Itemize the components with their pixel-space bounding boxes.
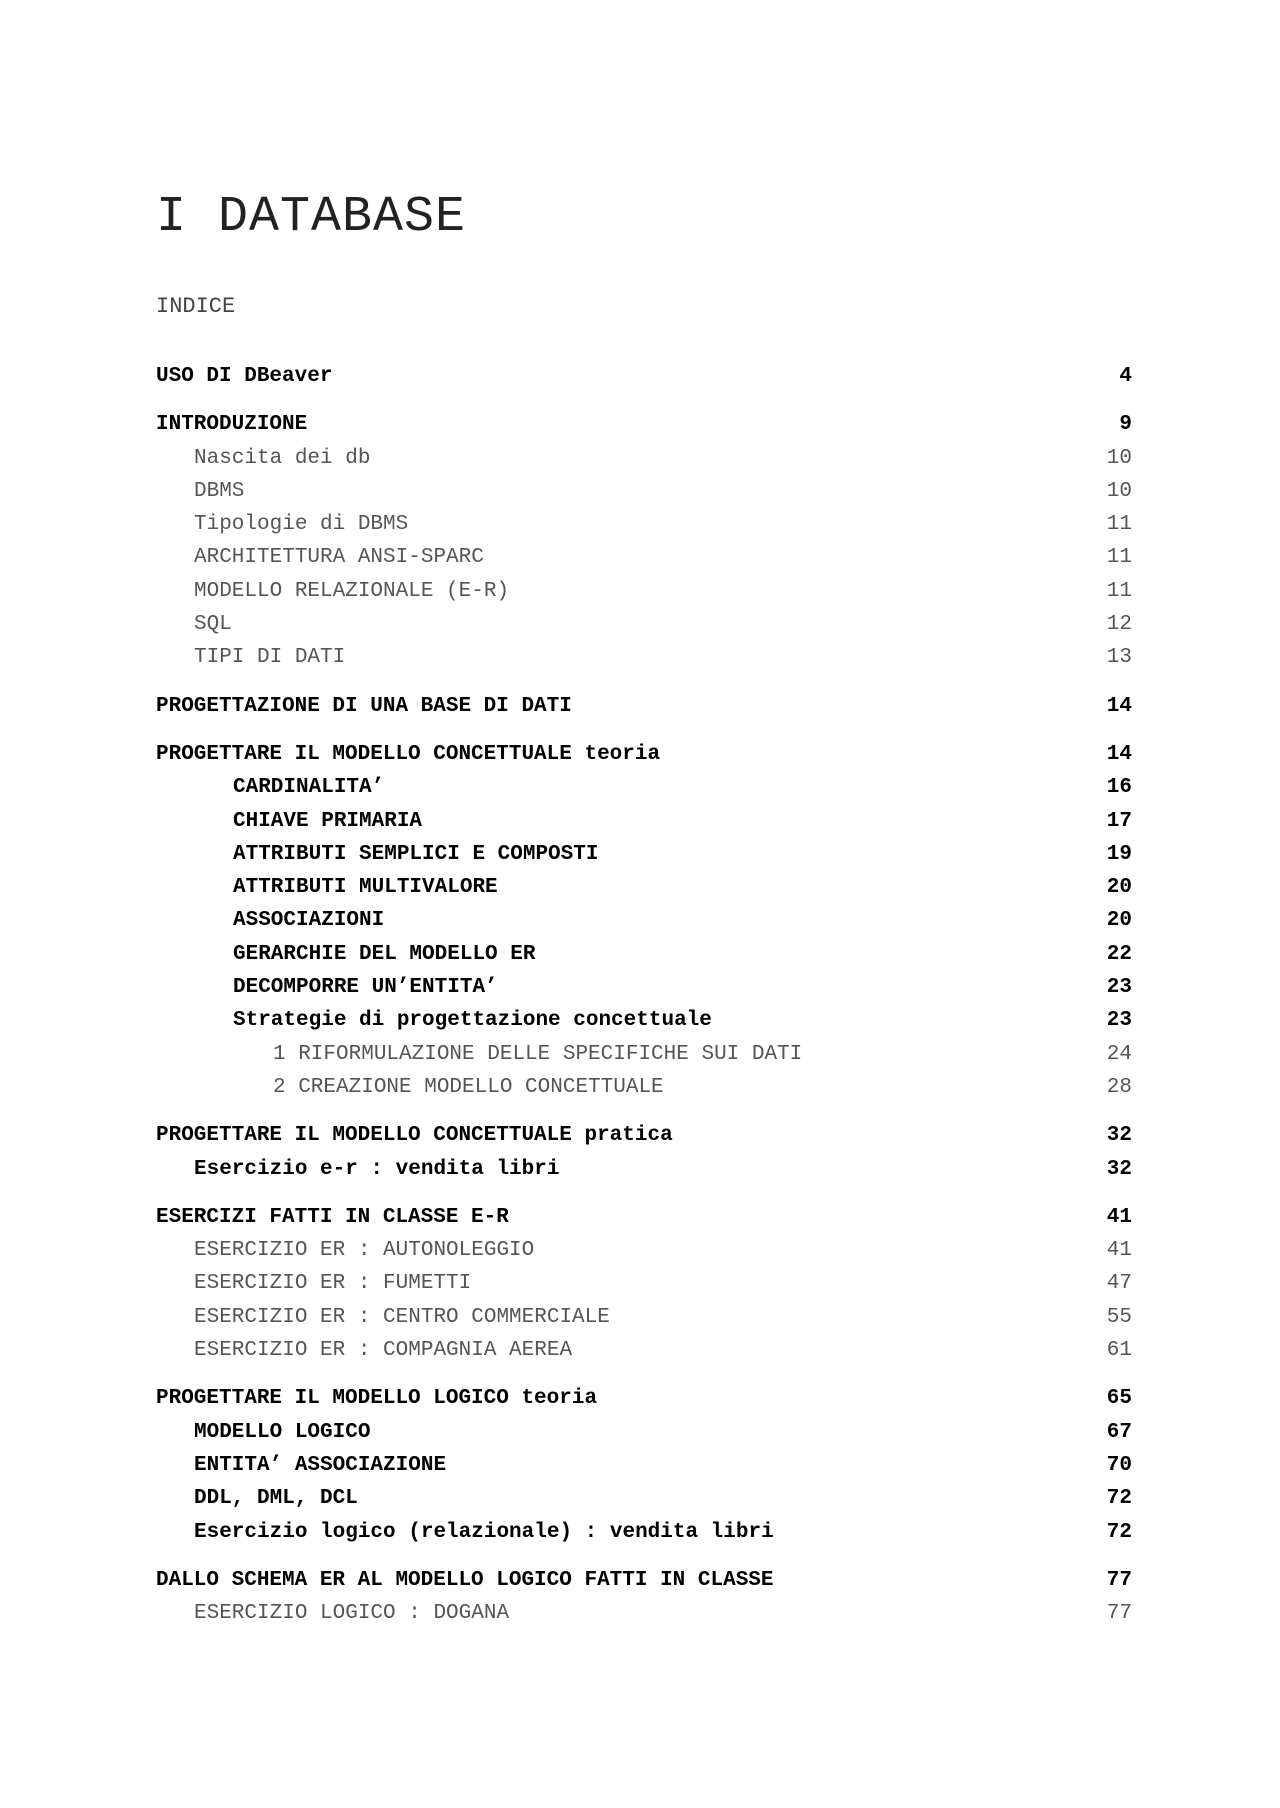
toc-entry-label: Esercizio logico (relazionale) : vendita libri xyxy=(194,1520,774,1544)
toc-entry[interactable] xyxy=(156,690,1132,723)
toc-entry-label: PROGETTAZIONE DI UNA BASE DI DATI xyxy=(156,694,572,718)
toc-entry-page-number: 47 xyxy=(1106,1272,1132,1296)
toc-entry-label: DALLO SCHEMA ER AL MODELLO LOGICO FATTI IN CLASSE xyxy=(156,1568,774,1592)
toc-entry-page-number: 28 xyxy=(1106,1075,1132,1099)
toc-entry[interactable] xyxy=(156,904,1132,937)
toc-entry[interactable] xyxy=(156,1416,1132,1449)
toc-entry[interactable] xyxy=(156,938,1132,971)
toc-entry[interactable] xyxy=(156,1004,1132,1037)
toc-entry-page-number: 41 xyxy=(1106,1239,1132,1263)
toc-entry[interactable] xyxy=(156,1071,1132,1104)
toc-entry-page-number: 55 xyxy=(1106,1305,1132,1329)
toc-entry[interactable] xyxy=(156,871,1132,904)
toc-entry-label: DDL, DML, DCL xyxy=(194,1487,358,1511)
toc-entry[interactable] xyxy=(156,508,1132,541)
toc-entry-label: USO DI DBeaver xyxy=(156,365,333,388)
toc-entry-label: GERARCHIE DEL MODELLO ER xyxy=(233,942,536,966)
toc-entry-page-number: 16 xyxy=(1106,776,1132,800)
toc-entry-page-number: 67 xyxy=(1106,1420,1132,1444)
toc-entry-page-number: 11 xyxy=(1106,579,1132,603)
page-title: I DATABASE xyxy=(156,188,467,246)
toc-entry-page-number: 10 xyxy=(1106,446,1132,470)
index-heading: INDICE xyxy=(156,294,236,319)
toc-entry-page-number: 32 xyxy=(1106,1157,1132,1181)
toc-entry-label: 1 RIFORMULAZIONE DELLE SPECIFICHE SUI DATI xyxy=(273,1042,803,1066)
toc-entry-page-number: 11 xyxy=(1106,546,1132,570)
toc-entry-page-number: 22 xyxy=(1106,942,1132,966)
toc-entry[interactable] xyxy=(156,838,1132,871)
toc-entry-page-number: 72 xyxy=(1106,1520,1132,1544)
toc-entry[interactable] xyxy=(156,608,1132,641)
toc-entry-label: DECOMPORRE UN’ENTITA’ xyxy=(233,976,498,1000)
toc-entry-label: ATTRIBUTI MULTIVALORE xyxy=(233,876,498,900)
toc-entry-label: CARDINALITA’ xyxy=(233,776,385,800)
toc-entry[interactable] xyxy=(156,1301,1132,1334)
table-of-contents xyxy=(156,360,1132,1630)
toc-entry-page-number: 11 xyxy=(1106,513,1132,537)
toc-entry-label: MODELLO LOGICO xyxy=(194,1420,371,1444)
toc-entry-label: Esercizio e-r : vendita libri xyxy=(194,1157,560,1181)
toc-entry[interactable] xyxy=(156,1564,1132,1597)
toc-entry-label: Strategie di progettazione concettuale xyxy=(233,1009,712,1033)
toc-entry[interactable] xyxy=(156,360,1132,393)
toc-entry-label: ESERCIZIO ER : AUTONOLEGGIO xyxy=(194,1239,535,1263)
toc-entry[interactable] xyxy=(156,1516,1132,1549)
toc-entry-page-number: 10 xyxy=(1106,479,1132,503)
toc-entry[interactable] xyxy=(156,971,1132,1004)
toc-entry-page-number: 41 xyxy=(1106,1205,1132,1229)
toc-entry-page-number: 24 xyxy=(1106,1042,1132,1066)
toc-entry-page-number: 13 xyxy=(1106,646,1132,670)
toc-entry[interactable] xyxy=(156,1038,1132,1071)
toc-entry-label: Tipologie di DBMS xyxy=(194,513,409,537)
toc-entry-label: ARCHITETTURA ANSI-SPARC xyxy=(194,546,484,570)
toc-entry-label: ENTITA’ ASSOCIAZIONE xyxy=(194,1453,447,1477)
toc-entry-label: PROGETTARE IL MODELLO CONCETTUALE pratica xyxy=(156,1124,673,1148)
toc-entry-label: ATTRIBUTI SEMPLICI E COMPOSTI xyxy=(233,842,599,866)
toc-entry-label: ESERCIZIO ER : CENTRO COMMERCIALE xyxy=(194,1305,610,1329)
toc-entry-page-number: 72 xyxy=(1106,1487,1132,1511)
toc-entry-page-number: 4 xyxy=(1119,365,1132,388)
toc-entry-page-number: 65 xyxy=(1106,1387,1132,1411)
toc-entry[interactable] xyxy=(156,442,1132,475)
toc-entry[interactable] xyxy=(156,475,1132,508)
toc-entry[interactable] xyxy=(156,1119,1132,1152)
toc-entry-label: CHIAVE PRIMARIA xyxy=(233,809,423,833)
toc-entry[interactable] xyxy=(156,541,1132,574)
toc-entry-page-number: 77 xyxy=(1106,1568,1132,1592)
toc-entry-label: INTRODUZIONE xyxy=(156,413,308,437)
toc-entry-label: ESERCIZIO ER : FUMETTI xyxy=(194,1272,472,1296)
toc-entry-label: ESERCIZIO LOGICO : DOGANA xyxy=(194,1602,510,1626)
toc-entry[interactable] xyxy=(156,1153,1132,1186)
toc-entry-label: 2 CREAZIONE MODELLO CONCETTUALE xyxy=(273,1075,664,1099)
toc-entry-label: ESERCIZIO ER : COMPAGNIA AEREA xyxy=(194,1339,573,1363)
toc-entry-page-number: 70 xyxy=(1106,1453,1132,1477)
toc-entry-page-number: 12 xyxy=(1106,613,1132,637)
toc-entry-label: PROGETTARE IL MODELLO CONCETTUALE teoria xyxy=(156,742,661,766)
toc-entry[interactable] xyxy=(156,1234,1132,1267)
toc-entry-page-number: 17 xyxy=(1106,809,1132,833)
toc-entry-page-number: 23 xyxy=(1106,1009,1132,1033)
toc-entry[interactable] xyxy=(156,641,1132,674)
toc-entry-label: TIPI DI DATI xyxy=(194,646,346,670)
toc-entry-label: ESERCIZI FATTI IN CLASSE E-R xyxy=(156,1205,509,1229)
toc-entry[interactable] xyxy=(156,738,1132,771)
toc-entry-label: MODELLO RELAZIONALE (E-R) xyxy=(194,579,510,603)
toc-entry[interactable] xyxy=(156,408,1132,441)
toc-entry-page-number: 19 xyxy=(1106,842,1132,866)
toc-entry[interactable] xyxy=(156,805,1132,838)
toc-entry[interactable] xyxy=(156,575,1132,608)
toc-entry[interactable] xyxy=(156,1449,1132,1482)
toc-entry-label: Nascita dei db xyxy=(194,446,371,470)
toc-entry[interactable] xyxy=(156,1334,1132,1367)
toc-entry[interactable] xyxy=(156,1382,1132,1415)
toc-entry-page-number: 20 xyxy=(1106,876,1132,900)
toc-entry-page-number: 77 xyxy=(1106,1602,1132,1626)
toc-entry[interactable] xyxy=(156,1201,1132,1234)
toc-entry-page-number: 61 xyxy=(1106,1339,1132,1363)
toc-entry-page-number: 20 xyxy=(1106,909,1132,933)
toc-entry-label: ASSOCIAZIONI xyxy=(233,909,385,933)
toc-entry[interactable] xyxy=(156,1482,1132,1515)
toc-entry-page-number: 14 xyxy=(1106,742,1132,766)
toc-entry-page-number: 23 xyxy=(1106,976,1132,1000)
toc-entry-page-number: 9 xyxy=(1119,413,1132,437)
toc-entry-label: DBMS xyxy=(194,479,245,503)
toc-entry[interactable] xyxy=(156,771,1132,804)
toc-entry[interactable] xyxy=(156,1597,1132,1630)
toc-entry-page-number: 32 xyxy=(1106,1124,1132,1148)
toc-entry-page-number: 14 xyxy=(1106,694,1132,718)
toc-entry-label: PROGETTARE IL MODELLO LOGICO teoria xyxy=(156,1387,598,1411)
toc-entry[interactable] xyxy=(156,1267,1132,1300)
toc-entry-label: SQL xyxy=(194,613,232,637)
